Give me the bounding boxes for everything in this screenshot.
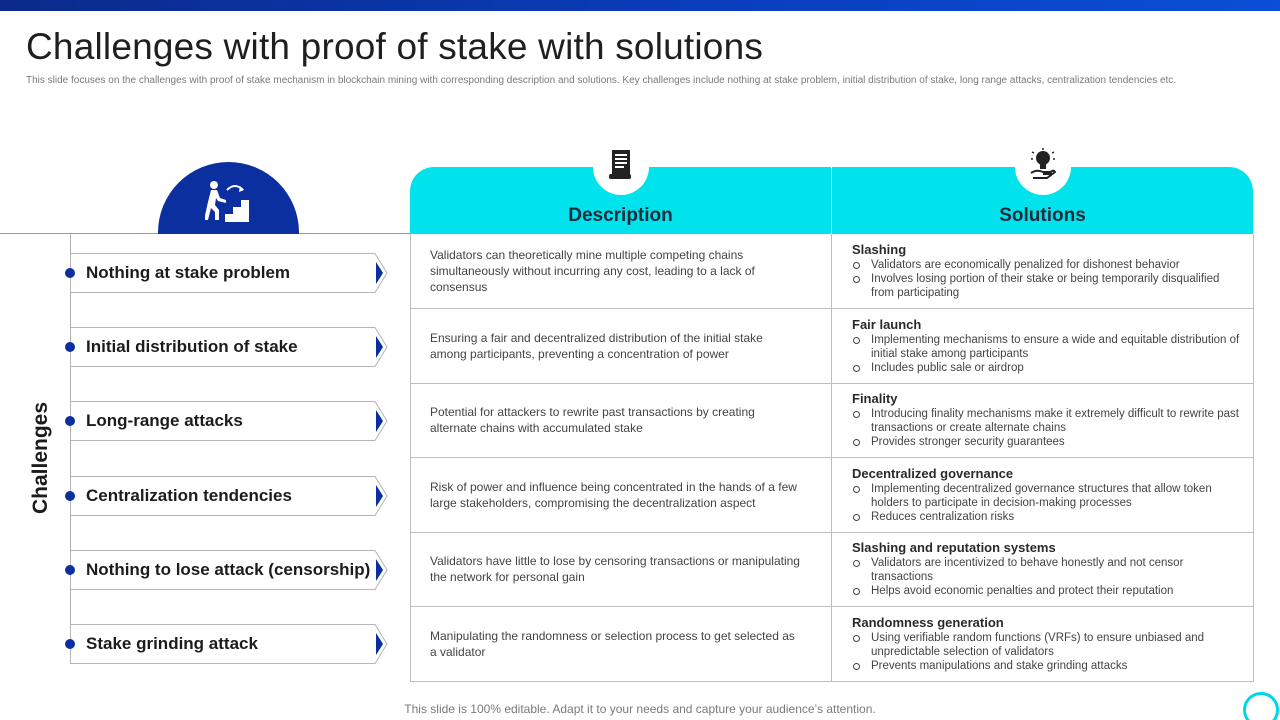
solution-title: Slashing xyxy=(852,242,907,257)
challenge-label: Centralization tendencies xyxy=(86,486,292,505)
solution-point: Introducing finality mechanisms make it extremely difficult to rewrite past transactions or create alternate chains xyxy=(852,407,1242,435)
description-cell: Potential for attackers to rewrite past transactions by creating alternate chains with accumulated stake xyxy=(430,405,755,435)
top-accent-bar xyxy=(0,0,1280,11)
challenge-label: Stake grinding attack xyxy=(86,634,258,653)
table-row xyxy=(411,607,1254,682)
description-cell: Ensuring a fair and decentralized distribution of the initial stake among participants, preventing a concentration of power xyxy=(430,331,763,361)
challenge-item[interactable] xyxy=(70,401,388,441)
solutions-header xyxy=(832,167,1253,234)
solution-point: Using verifiable random functions (VRFs) to ensure unbiased and unpredictable selection of validators xyxy=(852,631,1242,659)
solution-cell xyxy=(852,242,1242,300)
table-row xyxy=(411,532,1254,607)
description-cell: Risk of power and influence being concentrated in the hands of a few large stakeholders, compromising the decentralization aspect xyxy=(430,480,797,510)
solution-point: Validators are economically penalized for dishonest behavior xyxy=(852,258,1242,272)
solution-point: Implementing decentralized governance structures that allow token holders to participate in decision-making processes xyxy=(852,482,1242,510)
solution-title: Slashing and reputation systems xyxy=(852,540,1056,555)
description-cell: Manipulating the randomness or selection process to get selected as a validator xyxy=(430,629,795,659)
description-header xyxy=(410,167,831,234)
description-icon-badge xyxy=(593,147,649,195)
challenge-item[interactable] xyxy=(70,476,388,516)
footer-note: This slide is 100% editable. Adapt it to your needs and capture your audience’s attention. xyxy=(404,702,876,716)
solution-point: Prevents manipulations and stake grinding attacks xyxy=(852,659,1242,673)
description-cell: Validators have little to lose by censoring transactions or manipulating the network for personal gain xyxy=(430,554,800,584)
solution-cell xyxy=(852,615,1242,673)
page-subtitle: This slide focuses on the challenges with proof of stake mechanism in blockchain mining with corresponding description and solutions. Key challenges include nothing at stake problem, initial distribution of stake, long range attacks, centralization tendencies etc. xyxy=(26,75,1177,86)
timeline-dot xyxy=(65,565,75,575)
solution-title: Randomness generation xyxy=(852,615,1004,630)
table-row xyxy=(411,309,1254,384)
timeline-dot xyxy=(65,416,75,426)
challenge-item[interactable] xyxy=(70,253,388,293)
lightbulb-hand-icon xyxy=(1029,147,1057,181)
page-title: Challenges with proof of stake with solutions xyxy=(26,26,764,67)
challenge-icon-badge xyxy=(158,162,299,234)
table-row xyxy=(411,458,1254,533)
solution-point: Includes public sale or airdrop xyxy=(852,361,1242,375)
challenge-item[interactable] xyxy=(70,327,388,367)
solution-cell xyxy=(852,391,1242,449)
description-cell: Validators can theoretically mine multiple competing chains simultaneously without incurring any cost, leading to a lack of consensus xyxy=(430,248,755,294)
challenge-label: Nothing to lose attack (censorship) xyxy=(86,560,371,579)
timeline-dot xyxy=(65,342,75,352)
solution-point: Provides stronger security guarantees xyxy=(852,435,1242,449)
solutions-icon-badge xyxy=(1015,147,1071,195)
timeline-dot xyxy=(65,639,75,649)
challenge-item[interactable] xyxy=(70,550,388,590)
solution-point: Implementing mechanisms to ensure a wide and equitable distribution of initial stake among participants xyxy=(852,333,1242,361)
solutions-header-label: Solutions xyxy=(999,205,1086,226)
document-scroll-icon xyxy=(607,147,635,181)
decorative-ring xyxy=(1243,692,1279,720)
solution-cell xyxy=(852,317,1242,375)
climbing-stairs-icon xyxy=(205,180,251,222)
solution-cell xyxy=(852,466,1242,524)
challenge-label: Nothing at stake problem xyxy=(86,263,291,282)
table-row xyxy=(411,383,1254,458)
table-row xyxy=(411,234,1254,309)
solution-point: Involves losing portion of their stake or being temporarily disqualified from participating xyxy=(852,272,1242,300)
solution-title: Decentralized governance xyxy=(852,466,1014,481)
solution-title: Finality xyxy=(852,391,898,406)
challenges-timeline xyxy=(70,234,71,664)
solution-title: Fair launch xyxy=(852,317,922,332)
timeline-dot xyxy=(65,268,75,278)
challenge-label: Long-range attacks xyxy=(86,411,243,430)
challenge-label: Initial distribution of stake xyxy=(86,337,298,356)
challenges-side-label: Challenges xyxy=(29,401,52,515)
description-header-label: Description xyxy=(568,205,673,226)
challenge-item[interactable] xyxy=(70,624,388,664)
solution-point: Validators are incentivized to behave honestly and not censor transactions xyxy=(852,556,1242,584)
solution-cell xyxy=(852,540,1242,598)
challenges-table xyxy=(410,234,1254,682)
solution-point: Reduces centralization risks xyxy=(852,510,1242,524)
solution-point: Helps avoid economic penalties and protect their reputation xyxy=(852,584,1242,598)
timeline-dot xyxy=(65,491,75,501)
